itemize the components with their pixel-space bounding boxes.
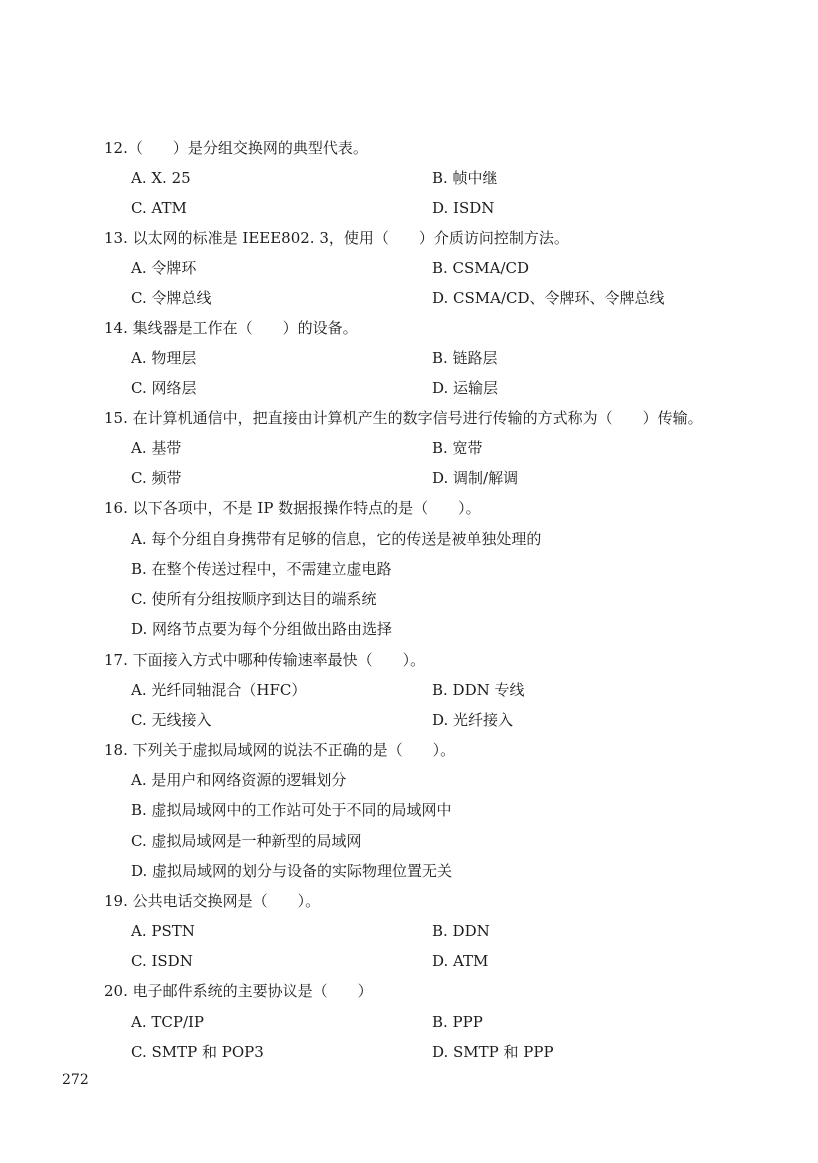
question-19-option-b: B. DDN [432,922,490,940]
question-13-option-c: C. 令牌总线 [131,289,212,307]
question-16-option-c: C. 使所有分组按顺序到达目的端系统 [131,590,377,608]
question-13-option-b: B. CSMA/CD [432,259,530,277]
question-15-option-d: D. 调制/解调 [432,469,519,487]
question-15-option-a: A. 基带 [131,439,182,457]
question-16-option-a: A. 每个分组自身携带有足够的信息，它的传送是被单独处理的 [131,530,542,548]
question-15-option-c: C. 频带 [131,469,182,487]
question-18-option-a: A. 是用户和网络资源的逻辑划分 [131,771,347,789]
question-18-option-c: C. 虚拟局域网是一种新型的局域网 [131,832,362,850]
question-18-option-b: B. 虚拟局域网中的工作站可处于不同的局域网中 [131,801,452,819]
question-15-option-b: B. 宽带 [432,439,483,457]
question-19-option-a: A. PSTN [131,922,195,940]
question-12-stem: 12.（ ）是分组交换网的典型代表。 [104,139,368,157]
question-14-option-d: D. 运输层 [432,379,499,397]
question-12-option-b: B. 帧中继 [432,169,498,187]
question-14-option-b: B. 链路层 [432,349,498,367]
question-18-option-d: D. 虚拟局域网的划分与设备的实际物理位置无关 [131,862,453,880]
question-13-option-a: A. 令牌环 [131,259,197,277]
question-19-stem: 19. 公共电话交换网是（ ）。 [104,892,321,910]
question-13-option-d: D. CSMA/CD、令牌环、令牌总线 [432,289,665,307]
question-14-stem: 14. 集线器是工作在（ ）的设备。 [104,319,358,337]
question-20-stem: 20. 电子邮件系统的主要协议是（ ） [104,982,373,1000]
question-17-option-d: D. 光纤接入 [432,711,514,729]
question-17-option-c: C. 无线接入 [131,711,212,729]
question-16-option-b: B. 在整个传送过程中，不需建立虚电路 [131,560,392,578]
question-20-option-b: B. PPP [432,1013,483,1031]
question-17-option-b: B. DDN 专线 [432,681,525,699]
question-20-option-c: C. SMTP 和 POP3 [131,1043,264,1061]
question-12-option-d: D. ISDN [432,199,495,217]
question-19-option-d: D. ATM [432,952,489,970]
question-19-option-c: C. ISDN [131,952,193,970]
page-number: 272 [62,1072,89,1088]
question-17-stem: 17. 下面接入方式中哪种传输速率最快（ ）。 [104,651,426,669]
question-12-option-c: C. ATM [131,199,187,217]
question-16-option-d: D. 网络节点要为每个分组做出路由选择 [131,620,393,638]
question-14-option-a: A. 物理层 [131,349,197,367]
question-12-option-a: A. X. 25 [131,169,191,187]
question-18-stem: 18. 下列关于虚拟局域网的说法不正确的是（ ）。 [104,741,456,759]
question-17-option-a: A. 光纤同轴混合（HFC） [131,681,307,699]
question-20-option-d: D. SMTP 和 PPP [432,1043,554,1061]
question-15-stem: 15. 在计算机通信中，把直接由计算机产生的数字信号进行传输的方式称为（ ）传输。 [104,409,703,427]
question-14-option-c: C. 网络层 [131,379,197,397]
question-13-stem: 13. 以太网的标准是 IEEE802. 3，使用（ ）介质访问控制方法。 [104,229,569,247]
question-20-option-a: A. TCP/IP [131,1013,205,1031]
question-16-stem: 16. 以下各项中，不是 IP 数据报操作特点的是（ ）。 [104,499,481,517]
